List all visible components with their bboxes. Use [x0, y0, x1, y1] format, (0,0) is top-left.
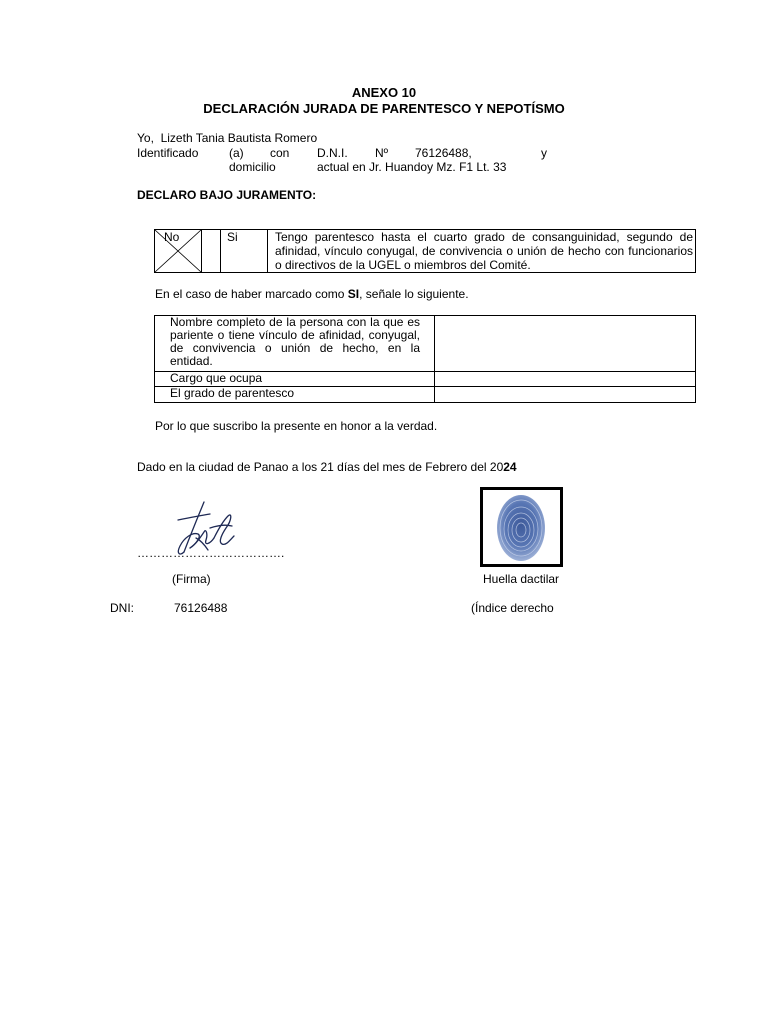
- honor-statement: Por lo que suscribo la presente en honor a la verdad.: [155, 419, 438, 433]
- document-title: DECLARACIÓN JURADA DE PARENTESCO Y NEPOTÍSMO: [203, 101, 565, 116]
- si-checkbox[interactable]: [221, 230, 268, 273]
- fingerprint-label: Huella dactilar: [483, 572, 560, 586]
- fingerprint-note: (Índice derecho: [471, 601, 554, 615]
- detail-label: Nombre completo de la persona con la que es pariente o tiene vínculo de afinidad, conyugal, de convivencia o unión de hecho, en la entidad.: [155, 316, 435, 372]
- no-checkbox[interactable]: [155, 230, 202, 273]
- firma-label: (Firma): [172, 572, 211, 586]
- table-row: [155, 316, 696, 372]
- annex-number: ANEXO 10: [351, 85, 417, 100]
- detail-label: El grado de parentesco: [155, 387, 435, 403]
- table-row: [155, 372, 696, 387]
- table-row: [155, 387, 696, 403]
- dated-year: 24: [503, 460, 517, 474]
- declaro-heading: DECLARO BAJO JURAMENTO:: [137, 188, 317, 202]
- dated-line: [137, 460, 517, 474]
- address: actual en Jr. Huandoy Mz. F1 Lt. 33: [317, 160, 507, 174]
- dni-label: D.N.I.: [317, 146, 348, 160]
- parentesco-choice-table: [154, 229, 696, 273]
- intro-yo: [137, 131, 317, 145]
- dated-text: Dado en la ciudad de Panao a los 21 días del mes de Febrero del 20: [137, 460, 504, 474]
- detail-label: Cargo que ocupa: [155, 372, 435, 387]
- signature-line: ……………………………….: [137, 546, 285, 560]
- domicilio-label: domicilio: [229, 160, 276, 174]
- con-label: con: [270, 146, 290, 160]
- detail-value[interactable]: [435, 316, 696, 372]
- fingerprint-box: [480, 487, 563, 567]
- identificado-label: Identificado: [137, 146, 199, 160]
- signature-dni-value: 76126488: [174, 601, 228, 615]
- parentesco-statement: Tengo parentesco hasta el cuarto grado de consanguinidad, segundo de afinidad, vínculo conyugal, de convivencia o unión de hecho con funcionarios o directivos de la UGEL o miembros del Comité.: [268, 230, 696, 273]
- a-label: (a): [229, 146, 244, 160]
- dni-value: 76126488,: [415, 146, 472, 160]
- yo-text: Yo,: [137, 131, 154, 145]
- y-label: y: [541, 146, 547, 160]
- case-suffix: , señale lo siguiente.: [359, 287, 469, 301]
- details-table: [154, 315, 696, 403]
- fingerprint-icon: [483, 490, 560, 564]
- si-label: Si: [227, 230, 238, 244]
- signature-dni-label: DNI:: [110, 601, 134, 615]
- case-instruction: [155, 287, 469, 301]
- declarant-name: Lizeth Tania Bautista Romero: [160, 131, 318, 145]
- case-prefix: En el caso de haber marcado como: [155, 287, 348, 301]
- detail-value[interactable]: [435, 387, 696, 403]
- no-label: No: [164, 230, 180, 244]
- number-sign: Nº: [375, 146, 389, 160]
- case-bold: SI: [347, 287, 360, 301]
- detail-value[interactable]: [435, 372, 696, 387]
- no-spacer-cell: [202, 230, 221, 273]
